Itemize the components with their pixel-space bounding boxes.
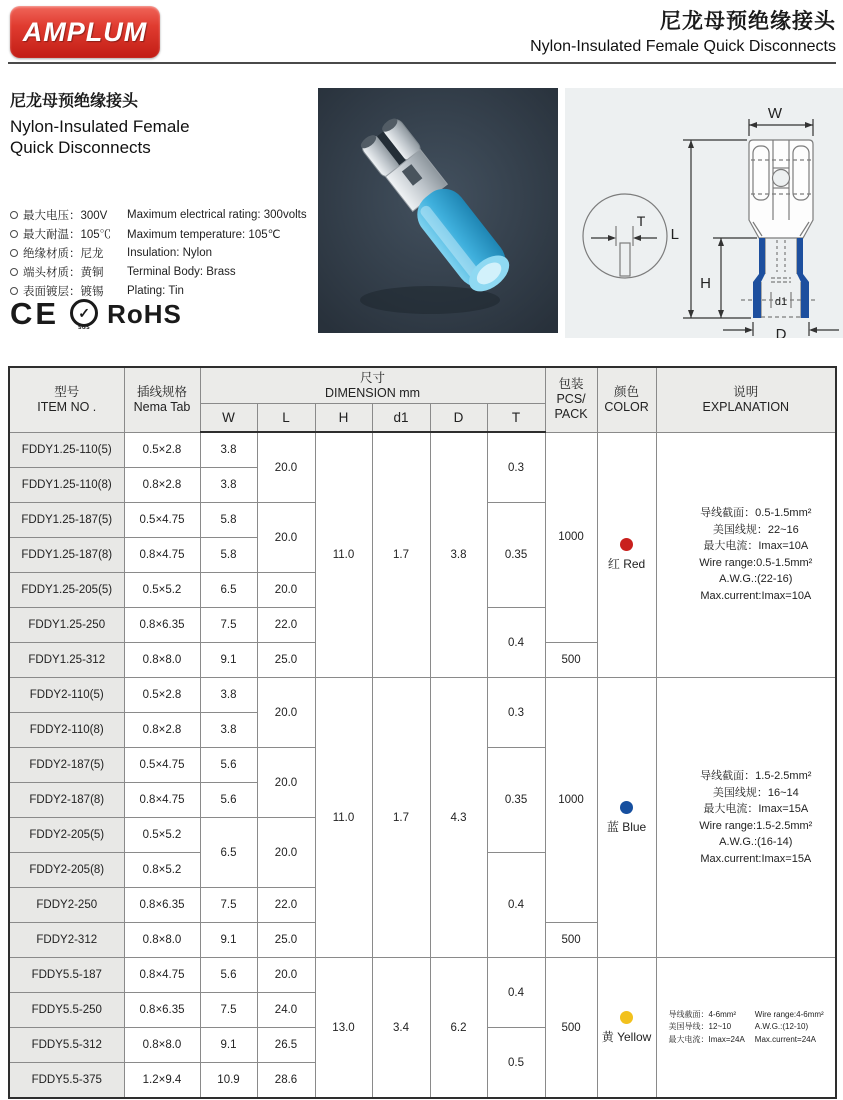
item-cell: FDDY5.5-375 xyxy=(9,1063,124,1099)
num-cell: 3.8 xyxy=(200,468,257,503)
item-cell: FDDY1.25-312 xyxy=(9,643,124,678)
spec-label-en: Plating: Tin xyxy=(127,284,184,297)
item-cell: FDDY2-187(8) xyxy=(9,783,124,818)
spec-label-zh: 绝缘材质：尼龙 xyxy=(23,247,104,260)
color-dot xyxy=(620,801,633,814)
num-cell: 20.0 xyxy=(257,573,315,608)
spec-label-zh: 表面镀层：镀锡 xyxy=(23,285,104,298)
num-cell: 10.9 xyxy=(200,1063,257,1099)
num-cell: 6.5 xyxy=(200,573,257,608)
expl-cell xyxy=(656,432,836,678)
num-cell: 0.5×2.8 xyxy=(124,678,200,713)
spec-label-zh: 端头材质：黄铜 xyxy=(23,266,104,279)
col-header-dimension: 尺寸 DIMENSION mm xyxy=(200,367,545,404)
num-cell: 22.0 xyxy=(257,888,315,923)
spec-label-zh: 最大电压：300V xyxy=(23,209,108,222)
num-cell: 28.6 xyxy=(257,1063,315,1099)
table-row xyxy=(9,678,836,713)
explanation-text: 导线截面：1.5-2.5mm² 美国线规：16~14 最大电流：Imax=15A Wire range:1.5-2.5mm² A.W.G.:(16-14) Max.current:Imax=15A xyxy=(699,770,813,865)
rohs-mark: RoHS xyxy=(107,298,182,329)
num-cell: 20.0 xyxy=(257,818,315,888)
num-cell: 0.8×6.35 xyxy=(124,993,200,1028)
item-cell: FDDY2-110(8) xyxy=(9,713,124,748)
item-cell: FDDY2-250 xyxy=(9,888,124,923)
spec-label-en: Maximum electrical rating: 300volts xyxy=(127,208,307,221)
spec-table xyxy=(8,366,837,1099)
num-cell: 3.4 xyxy=(372,958,430,1099)
spec-row xyxy=(10,224,316,243)
color-dot xyxy=(620,1011,633,1024)
page-title xyxy=(530,5,836,56)
num-cell: 3.8 xyxy=(200,713,257,748)
num-cell: 0.3 xyxy=(487,432,545,503)
pack-cell: 500 xyxy=(545,643,597,678)
num-cell: 1.7 xyxy=(372,678,430,958)
num-cell: 0.35 xyxy=(487,748,545,853)
page-title-en: Nylon-Insulated Female Quick Disconnects xyxy=(530,38,836,55)
num-cell: 0.8×4.75 xyxy=(124,783,200,818)
item-cell: FDDY2-187(5) xyxy=(9,748,124,783)
item-cell: FDDY1.25-110(8) xyxy=(9,468,124,503)
num-cell: 0.5×4.75 xyxy=(124,748,200,783)
col-header-t: T xyxy=(487,404,545,433)
num-cell: 0.4 xyxy=(487,608,545,678)
num-cell: 0.5×2.8 xyxy=(124,432,200,468)
spec-row xyxy=(10,205,316,224)
spec-list xyxy=(10,205,316,300)
num-cell: 26.5 xyxy=(257,1028,315,1063)
num-cell: 0.5 xyxy=(487,1028,545,1099)
bullet-icon xyxy=(10,287,18,295)
spec-table-body xyxy=(9,432,836,1098)
num-cell: 0.8×8.0 xyxy=(124,923,200,958)
num-cell: 5.8 xyxy=(200,503,257,538)
color-label: 黄 Yellow xyxy=(601,1029,652,1044)
item-cell: FDDY1.25-250 xyxy=(9,608,124,643)
color-label: 红 Red xyxy=(607,556,646,571)
pack-cell: 500 xyxy=(545,958,597,1099)
product-title-en: Nylon-Insulated Female Quick Disconnects xyxy=(10,117,190,157)
product-photo xyxy=(318,88,558,333)
item-cell: FDDY2-312 xyxy=(9,923,124,958)
technical-diagram xyxy=(565,88,843,338)
table-row xyxy=(9,432,836,468)
num-cell: 25.0 xyxy=(257,643,315,678)
num-cell: 7.5 xyxy=(200,888,257,923)
ce-mark-icon: CE xyxy=(10,296,60,331)
logo-text: AMPLUM xyxy=(22,16,148,47)
num-cell: 0.8×2.8 xyxy=(124,468,200,503)
spec-label-en: Insulation: Nylon xyxy=(127,246,213,259)
num-cell: 5.8 xyxy=(200,538,257,573)
color-cell xyxy=(597,678,656,958)
col-header-pack: 包装 PCS/ PACK xyxy=(545,367,597,432)
num-cell: 7.5 xyxy=(200,608,257,643)
spec-label-en: Terminal Body: Brass xyxy=(127,265,236,278)
num-cell: 5.6 xyxy=(200,748,257,783)
num-cell: 0.5×5.2 xyxy=(124,573,200,608)
num-cell: 3.8 xyxy=(200,432,257,468)
num-cell: 3.8 xyxy=(430,432,487,678)
item-cell: FDDY5.5-312 xyxy=(9,1028,124,1063)
num-cell: 9.1 xyxy=(200,643,257,678)
expl-cell xyxy=(656,678,836,958)
bullet-icon xyxy=(10,249,18,257)
num-cell: 9.1 xyxy=(200,1028,257,1063)
num-cell: 7.5 xyxy=(200,993,257,1028)
num-cell: 1.7 xyxy=(372,432,430,678)
color-label: 蓝 Blue xyxy=(606,819,647,834)
num-cell: 20.0 xyxy=(257,432,315,503)
diagram-label-l: L xyxy=(670,226,679,243)
explanation-text: 导线截面：0.5-1.5mm² 美国线规：22~16 最大电流：Imax=10A Wire range:0.5-1.5mm² A.W.G.:(22-16) Max.current:Imax=10A xyxy=(699,507,813,602)
color-cell xyxy=(597,958,656,1099)
num-cell: 0.4 xyxy=(487,958,545,1028)
diagram-label-d1: d1 xyxy=(774,296,788,308)
num-cell: 0.8×6.35 xyxy=(124,608,200,643)
diagram-label-d: D xyxy=(775,326,787,338)
sgs-certification-icon: ✓ SGS xyxy=(69,297,99,331)
color-cell xyxy=(597,432,656,678)
item-cell: FDDY5.5-187 xyxy=(9,958,124,993)
table-row xyxy=(9,958,836,993)
item-cell: FDDY1.25-187(5) xyxy=(9,503,124,538)
spec-row xyxy=(10,243,316,262)
col-header-l: L xyxy=(257,404,315,433)
bullet-icon xyxy=(10,230,18,238)
num-cell: 0.8×4.75 xyxy=(124,958,200,993)
num-cell: 13.0 xyxy=(315,958,372,1099)
num-cell: 0.8×8.0 xyxy=(124,643,200,678)
num-cell: 0.8×5.2 xyxy=(124,853,200,888)
item-cell: FDDY1.25-110(5) xyxy=(9,432,124,468)
num-cell: 0.8×8.0 xyxy=(124,1028,200,1063)
color-dot xyxy=(620,538,633,551)
item-cell: FDDY1.25-187(8) xyxy=(9,538,124,573)
item-cell: FDDY1.25-205(5) xyxy=(9,573,124,608)
pack-cell: 1000 xyxy=(545,432,597,643)
num-cell: 11.0 xyxy=(315,432,372,678)
num-cell: 20.0 xyxy=(257,678,315,748)
bullet-icon xyxy=(10,268,18,276)
num-cell: 22.0 xyxy=(257,608,315,643)
diagram-label-t: T xyxy=(636,213,646,229)
num-cell: 0.5×4.75 xyxy=(124,503,200,538)
num-cell: 24.0 xyxy=(257,993,315,1028)
num-cell: 20.0 xyxy=(257,503,315,573)
col-header-item-no: 型号 ITEM NO . xyxy=(9,367,124,432)
bullet-icon xyxy=(10,211,18,219)
spec-row xyxy=(10,262,316,281)
page-title-zh: 尼龙母预绝缘接头 xyxy=(660,10,836,33)
pack-cell: 1000 xyxy=(545,678,597,923)
num-cell: 6.5 xyxy=(200,818,257,888)
amplum-logo xyxy=(10,6,160,58)
num-cell: 1.2×9.4 xyxy=(124,1063,200,1099)
item-cell: FDDY2-205(8) xyxy=(9,853,124,888)
num-cell: 0.3 xyxy=(487,678,545,748)
num-cell: 9.1 xyxy=(200,923,257,958)
item-cell: FDDY2-205(5) xyxy=(9,818,124,853)
certifications xyxy=(10,297,182,331)
pack-cell: 500 xyxy=(545,923,597,958)
table-header-row xyxy=(9,367,836,404)
num-cell: 0.35 xyxy=(487,503,545,608)
item-cell: FDDY2-110(5) xyxy=(9,678,124,713)
header-divider xyxy=(8,62,836,64)
num-cell: 0.8×6.35 xyxy=(124,888,200,923)
col-header-h: H xyxy=(315,404,372,433)
num-cell: 0.4 xyxy=(487,853,545,958)
num-cell: 3.8 xyxy=(200,678,257,713)
num-cell: 20.0 xyxy=(257,748,315,818)
num-cell: 0.8×2.8 xyxy=(124,713,200,748)
item-cell: FDDY5.5-250 xyxy=(9,993,124,1028)
col-header-d1: d1 xyxy=(372,404,430,433)
spec-label-zh: 最大耐温：105℃ xyxy=(23,228,112,241)
product-title xyxy=(10,88,310,158)
num-cell: 4.3 xyxy=(430,678,487,958)
num-cell: 25.0 xyxy=(257,923,315,958)
num-cell: 20.0 xyxy=(257,958,315,993)
col-header-d: D xyxy=(430,404,487,433)
diagram-label-h: H xyxy=(700,275,711,292)
num-cell: 11.0 xyxy=(315,678,372,958)
num-cell: 0.8×4.75 xyxy=(124,538,200,573)
col-header-w: W xyxy=(200,404,257,433)
spec-label-en: Maximum temperature: 105℃ xyxy=(127,228,281,241)
diagram-label-w: W xyxy=(767,105,783,122)
col-header-explanation: 说明 EXPLANATION xyxy=(656,367,836,432)
num-cell: 0.5×5.2 xyxy=(124,818,200,853)
product-title-zh: 尼龙母预绝缘接头 xyxy=(10,93,139,110)
num-cell: 5.6 xyxy=(200,783,257,818)
num-cell: 6.2 xyxy=(430,958,487,1099)
col-header-color: 颜色 COLOR xyxy=(597,367,656,432)
dimension-drawing xyxy=(565,88,843,338)
product-photo-illustration xyxy=(318,88,558,333)
explanation-text: 导线截面：4-6mm² 美国导线：12~10 最大电流：Imax=24A Wire range:4-6mm² A.W.G.:(12-10) Max.current=24A xyxy=(668,1009,824,1044)
num-cell: 5.6 xyxy=(200,958,257,993)
expl2-cell xyxy=(656,958,836,1099)
col-header-nema-tab: 插线规格 Nema Tab xyxy=(124,367,200,432)
